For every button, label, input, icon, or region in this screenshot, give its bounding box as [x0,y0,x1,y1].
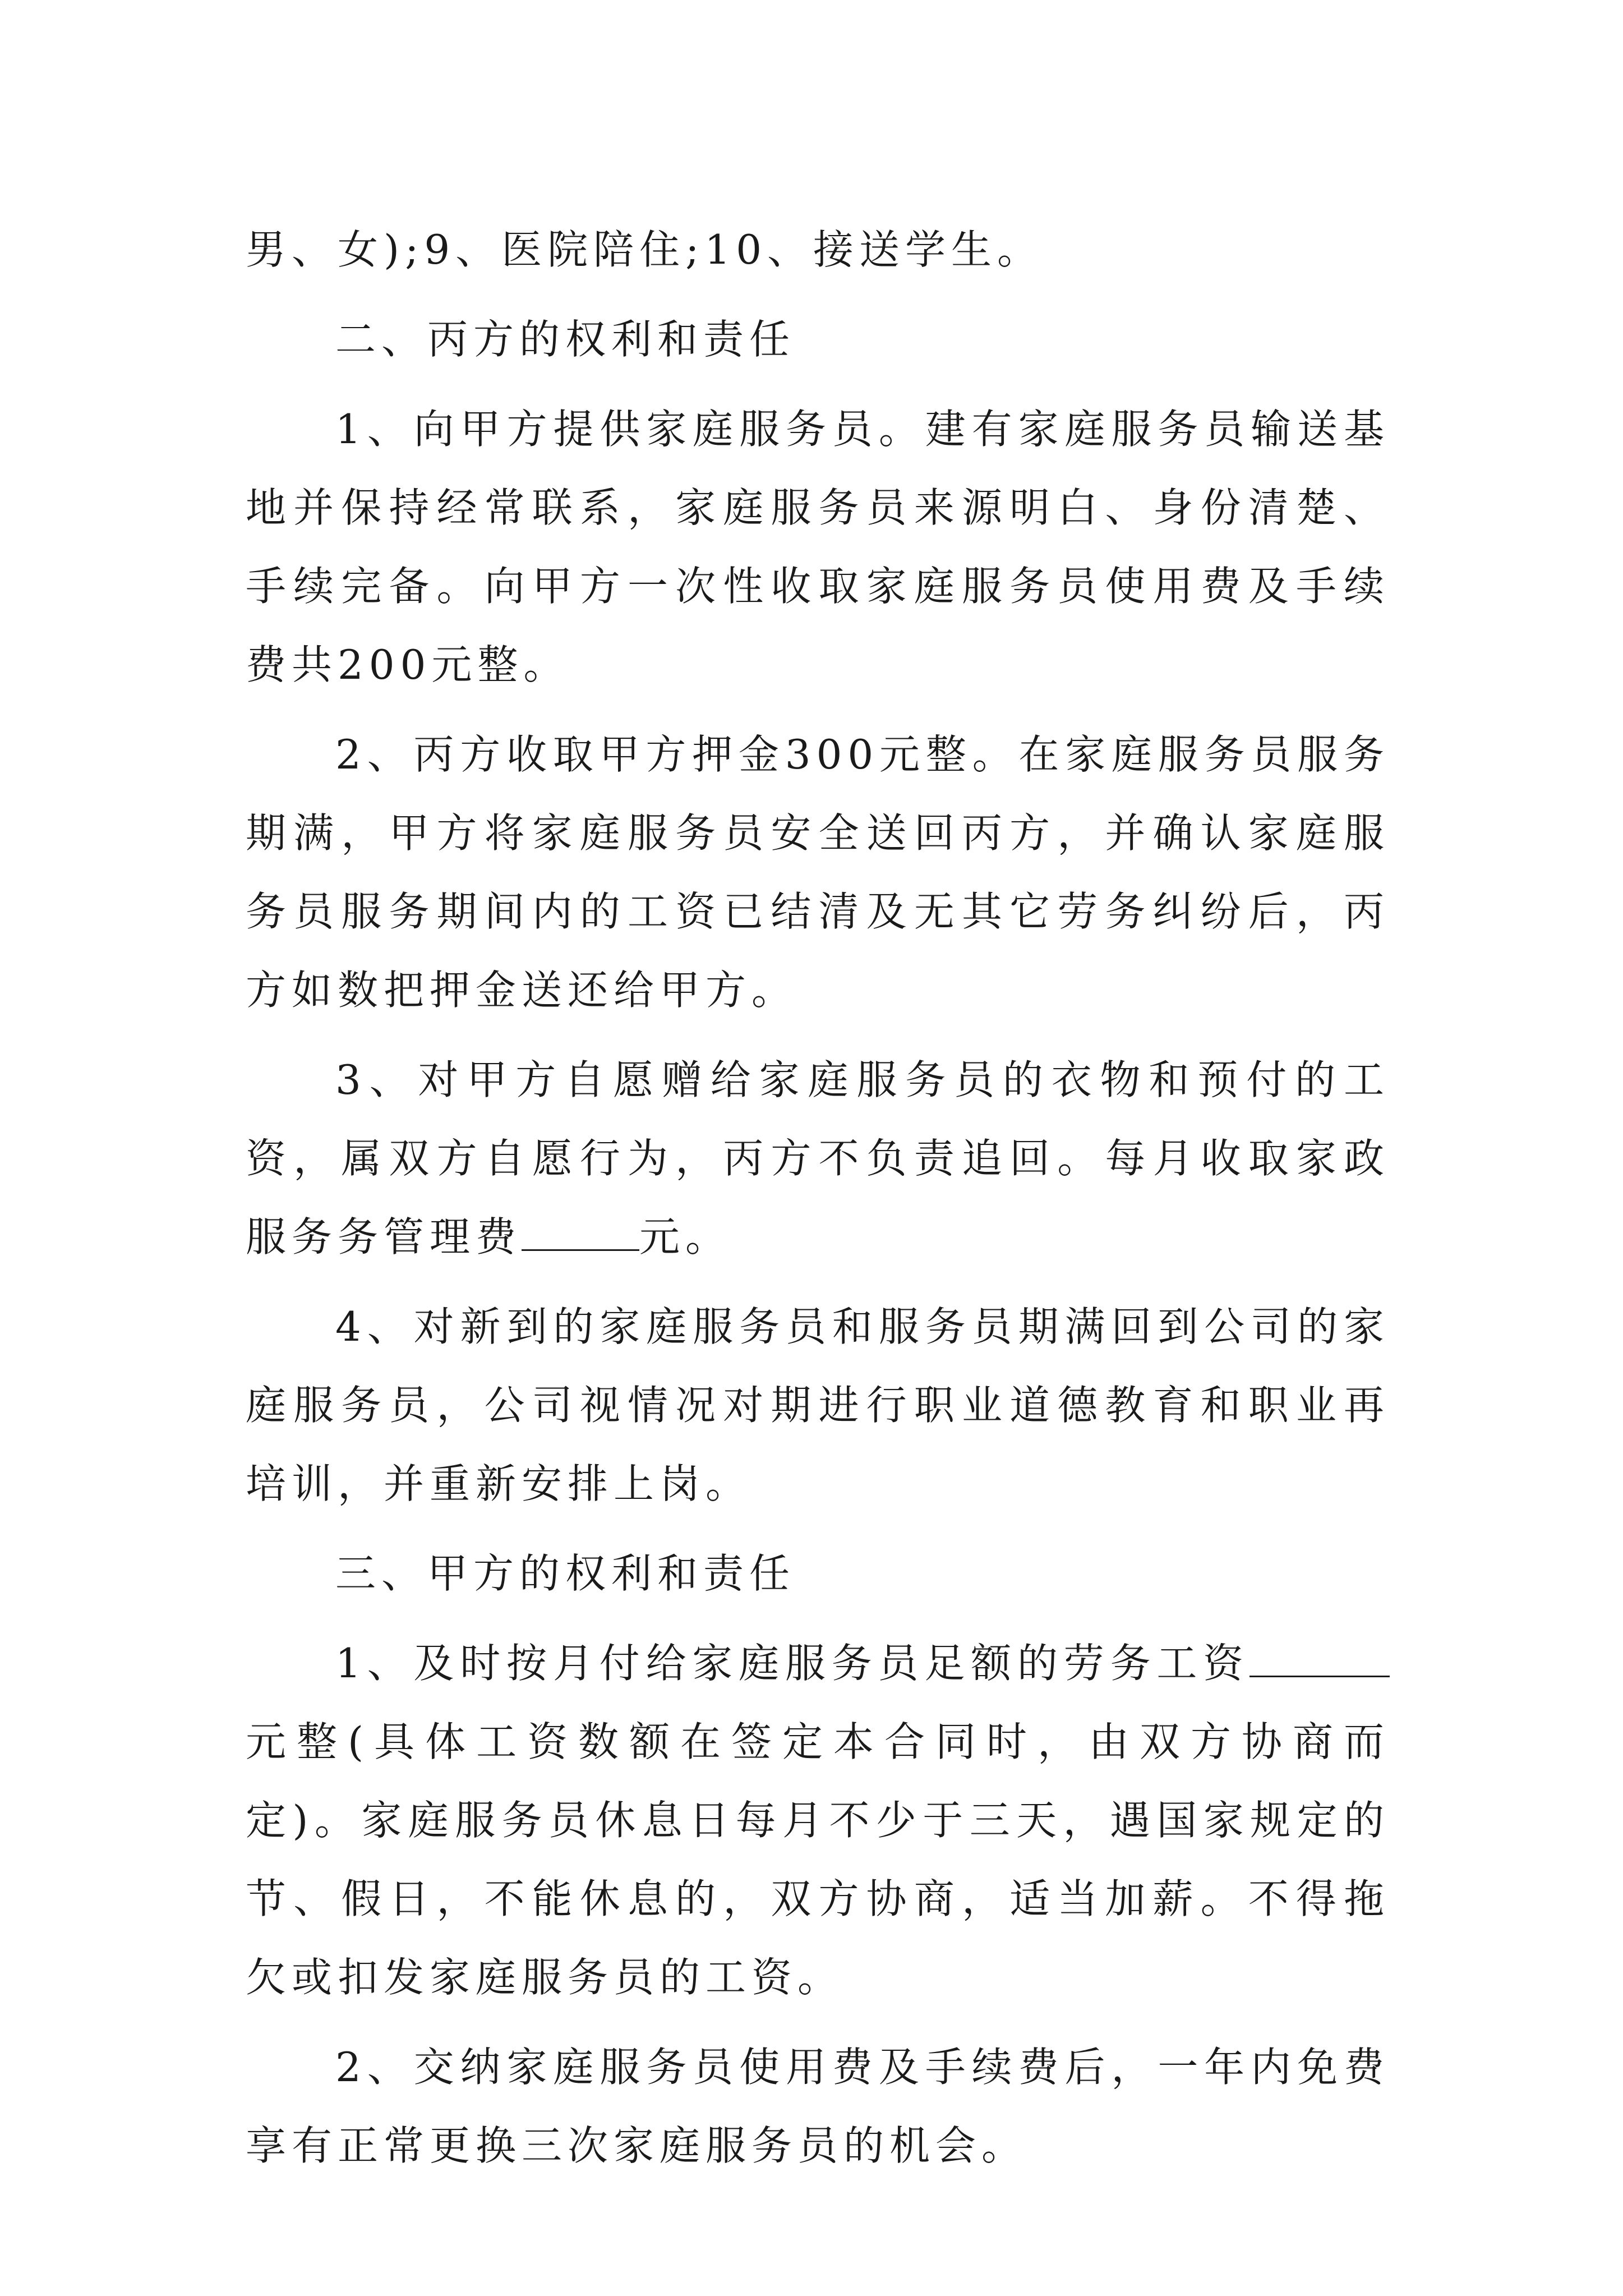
section-heading-party-c-rights: 二、丙方的权利和责任 [335,316,796,363]
wage-amount-blank [1249,1641,1390,1677]
section-heading-party-a-rights: 三、甲方的权利和责任 [335,1550,796,1597]
clause-3-text-end: 元。 [639,1213,732,1260]
wage-clause-text: 1、及时按月付给家庭服务员足额的劳务工资 [335,1640,1249,1687]
management-fee-blank [522,1214,639,1251]
party-a-clause-2: 2、交纳家庭服务员使用费及手续费后，一年内免费享有正常更换三次家庭服务员的机会。 [246,2044,1390,2169]
wage-clause-text-end: 元整(具体工资数额在签定本合同时，由双方协商而定)。家庭服务员休息日每月不少于三天，遇国家规定的节、假日，不能休息的，双方协商，适当加薪。不得拖欠或扣发家庭服务员的工资。 [246,1718,1390,2001]
clause-3-text: 3、对甲方自愿赠给家庭服务员的衣物和预付的工资，属双方自愿行为，丙方不负责追回。每月收取家政服务务管理费 [246,1056,1390,1260]
party-c-clause-1: 1、向甲方提供家庭服务员。建有家庭服务员输送基地并保持经常联系，家庭服务员来源明白、身份清楚、手续完备。向甲方一次性收取家庭服务员使用费及手续费共200元整。 [246,406,1390,688]
party-c-clause-3 [246,1041,1390,1276]
party-c-clause-2: 2、丙方收取甲方押金300元整。在家庭服务员服务期满，甲方将家庭服务员安全送回丙方，并确认家庭服务员服务期间内的工资已结清及无其它劳务纠纷后，丙方如数把押金送还给甲方。 [246,731,1390,1014]
document-body [246,210,1390,2185]
paragraph-continuation: 男、女);9、医院陪住;10、接送学生。 [246,226,1044,273]
party-c-clause-4: 4、对新到的家庭服务员和服务员期满回到公司的家庭服务员，公司视情况对期进行职业道德教育和职业再培训，并重新安排上岗。 [246,1303,1390,1507]
party-a-clause-1 [246,1624,1390,2017]
